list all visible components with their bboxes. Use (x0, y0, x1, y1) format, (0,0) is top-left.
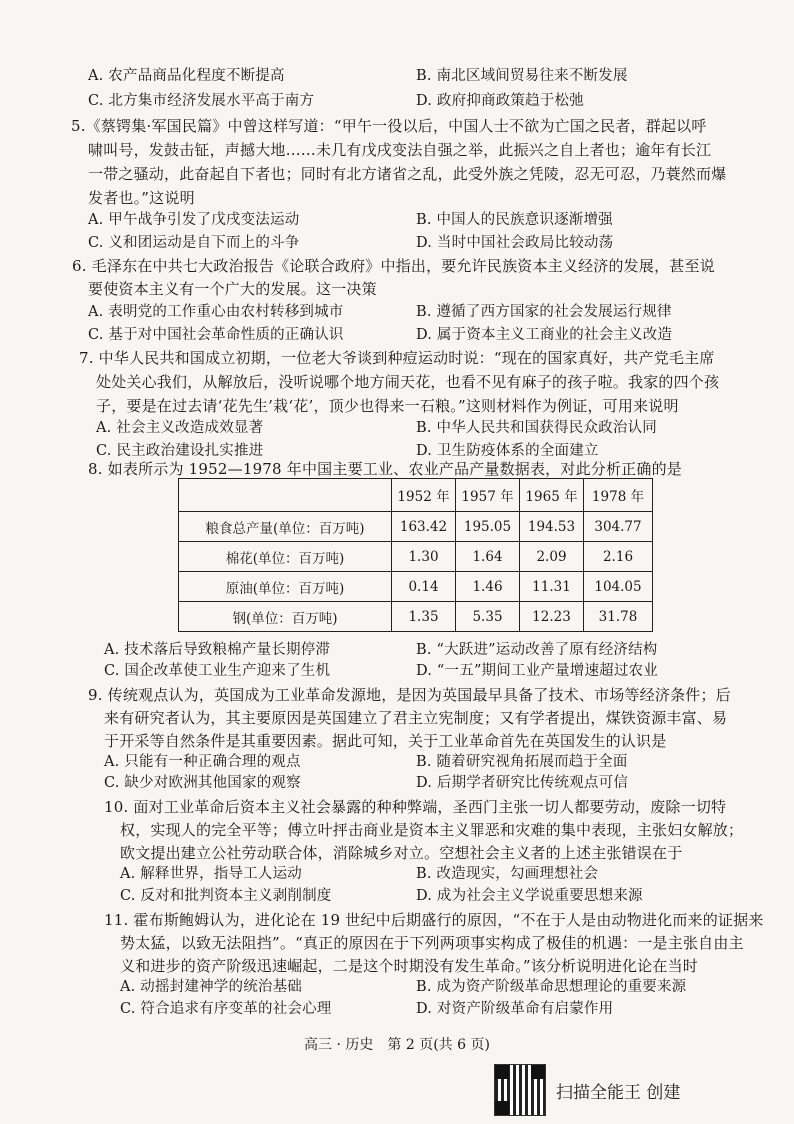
q6-stem-line-2: 要使资本主义有一个广大的发展。这一决策 (88, 280, 377, 298)
table-cell: 163.42 (392, 512, 456, 542)
q4-option-c: C. 北方集市经济发展水平高于南方 (88, 93, 315, 109)
q7-stem-line-1: 7. 中华人民共和国成立初期，一位老大爷谈到种痘运动时说：“现在的国家真好，共产党毛主席 (79, 349, 715, 367)
table-header-cell: 1978 年 (584, 479, 653, 512)
q6-option-b: B. 遵循了西方国家的社会发展运行规律 (416, 304, 672, 320)
q5-option-b: B. 中国人的民族意识逐渐增强 (416, 212, 613, 228)
q5-stem-line-1: 5.《蔡锷集·军国民篇》中曾这样写道：“甲午一役以后，中国人士不欲为亡国之民者，群起以呼 (71, 117, 707, 135)
table-cell: 钢(单位：百万吨) (179, 602, 392, 632)
q7-stem-line-3: 子，要是在过去请‘花先生’栽‘花’，顶少也得来一石粮。”这则材料作为例证，可用来说明 (96, 397, 679, 415)
table-header-cell (179, 479, 392, 512)
q7-stem-line-2: 处处关心我们，从解放后，没听说哪个地方闹天花，也看不见有麻子的孩子啦。我家的四个孩 (96, 373, 720, 391)
q11-stem-line-1: 11. 霍布斯鲍姆认为，进化论在 19 世纪中后期盛行的原因，“不在于人是由动物进化而来的证据来 (104, 911, 764, 929)
table-cell: 12.23 (520, 602, 584, 632)
q6-option-c: C. 基于对中国社会革命性质的正确认识 (88, 327, 344, 343)
q10-stem-line-1: 10. 面对工业革命后资本主义社会暴露的种种弊端，圣西门主张一切人都要劳动，废除一切特 (104, 798, 727, 816)
q5-stem-line-2: 啸叫号，发鼓击钲，声撼大地……未几有戊戌变法自强之举，此振兴之自上者也；逾年有长江 (88, 141, 712, 159)
q4-option-d: D. 政府抑商政策趋于松弛 (416, 93, 584, 109)
q8-option-d: D. “一五”期间工业产量增速超过农业 (416, 663, 658, 679)
table-row (179, 602, 653, 632)
table-cell: 原油(单位：百万吨) (179, 572, 392, 602)
q4-option-b: B. 南北区域间贸易往来不断发展 (416, 68, 628, 84)
q10-option-a: A. 解释世界，指导工人运动 (120, 866, 302, 882)
table-header-cell: 1952 年 (392, 479, 456, 512)
table-cell: 304.77 (584, 512, 653, 542)
q9-stem-line-2: 来有研究者认为，其主要原因是英国建立了君主立宪制度；又有学者提出，煤铁资源丰富、易 (104, 709, 728, 727)
q9-option-d: D. 后期学者研究比传统观点可信 (416, 775, 629, 791)
q5-option-d: D. 当时中国社会政局比较动荡 (416, 235, 614, 251)
q11-option-d: D. 对资产阶级革命有启蒙作用 (416, 1001, 614, 1017)
table-cell: 1.46 (456, 572, 520, 602)
q9-option-c: C. 缺少对欧洲其他国家的观察 (104, 775, 301, 791)
table-cell: 195.05 (456, 512, 520, 542)
q11-stem-line-2: 势太猛，以致无法阻挡”。“真正的原因在于下列两项事实构成了极佳的机遇：一是主张自由主 (120, 934, 744, 952)
table-header-cell: 1957 年 (456, 479, 520, 512)
q10-stem-line-3: 欧文提出建立公社劳动联合体，消除城乡对立。空想社会主义者的上述主张错误在于 (120, 844, 683, 862)
table-cell: 1.35 (392, 602, 456, 632)
q9-stem-line-1: 9. 传统观点认为，英国成为工业革命发源地，是因为英国最早具备了技术、市场等经济条件；后 (88, 686, 731, 704)
q7-option-c: C. 民主政治建设扎实推进 (96, 443, 264, 459)
q6-option-d: D. 属于资本主义工商业的社会主义改造 (416, 327, 673, 343)
page-footer: 高三 · 历史 第 2 页(共 6 页) (304, 1037, 490, 1053)
table-cell: 0.14 (392, 572, 456, 602)
q5-stem-line-3: 一带之骚动，此奋起自下者也；同时有北方诸省之乱，此受外族之凭陵，忍无可忍，乃蓑然而爆 (88, 165, 727, 183)
q4-option-a: A. 农产品商品化程度不断提高 (88, 68, 285, 84)
q9-option-a: A. 只能有一种正确合理的观点 (104, 754, 301, 770)
table-header-row (179, 479, 653, 512)
table-row (179, 542, 653, 572)
table-cell: 104.05 (584, 572, 653, 602)
q8-stem: 8. 如表所示为 1952—1978 年中国主要工业、农业产品产量数据表，对此分析正确的是 (88, 460, 682, 478)
table-header-cell: 1965 年 (520, 479, 584, 512)
q11-option-c: C. 符合追求有序变革的社会心理 (120, 1001, 332, 1017)
table-cell: 棉花(单位：百万吨) (179, 542, 392, 572)
scanner-watermark: 扫描全能王 创建 (556, 1083, 681, 1103)
q11-stem-line-3: 义和进步的资产阶级迅速崛起，二是这个时期没有发生革命。”该分析说明进化论在当时 (120, 957, 698, 975)
q11-option-b: B. 成为资产阶级革命思想理论的重要来源 (416, 979, 687, 995)
table-cell: 194.53 (520, 512, 584, 542)
q10-option-c: C. 反对和批判资本主义剥削制度 (120, 888, 332, 904)
q10-option-d: D. 成为社会主义学说重要思想来源 (416, 888, 643, 904)
table-row (179, 572, 653, 602)
table-cell: 2.16 (584, 542, 653, 572)
q7-option-a: A. 社会主义改造成效显著 (96, 420, 264, 436)
table-cell: 11.31 (520, 572, 584, 602)
table-cell: 粮食总产量(单位：百万吨) (179, 512, 392, 542)
table-cell: 1.30 (392, 542, 456, 572)
q8-option-b: B. “大跃进”运动改善了原有经济结构 (416, 642, 658, 658)
q7-option-b: B. 中华人民共和国获得民众政治认同 (416, 420, 657, 436)
production-table (178, 478, 653, 632)
q9-stem-line-3: 于开采等自然条件是其重要因素。据此可知，关于工业革命首先在英国发生的认识是 (104, 732, 667, 750)
q9-option-b: B. 随着研究视角拓展而趋于全面 (416, 754, 628, 770)
q7-option-d: D. 卫生防疫体系的全面建立 (416, 443, 599, 459)
table-cell: 1.64 (456, 542, 520, 572)
table-cell: 2.09 (520, 542, 584, 572)
q5-option-c: C. 义和团运动是自下而上的斗争 (88, 235, 300, 251)
q8-option-a: A. 技术落后导致粮棉产量长期停滞 (104, 642, 331, 658)
table-row (179, 512, 653, 542)
q8-option-c: C. 国企改革使工业生产迎来了生机 (104, 663, 331, 679)
q6-stem-line-1: 6. 毛泽东在中共七大政治报告《论联合政府》中指出，要允许民族资本主义经济的发展，甚至说 (72, 257, 715, 275)
q5-stem-line-4: 发者也。”这说明 (88, 189, 195, 207)
q11-option-a: A. 动摇封建神学的统治基础 (120, 979, 302, 995)
table-cell: 31.78 (584, 602, 653, 632)
q10-stem-line-2: 权，实现人的完全平等；傅立叶抨击商业是资本主义罪恶和灾难的集中表现，主张妇女解放； (120, 821, 744, 839)
table-cell: 5.35 (456, 602, 520, 632)
q5-option-a: A. 甲午战争引发了戊戌变法运动 (88, 212, 300, 228)
q10-option-b: B. 改造现实，勾画理想社会 (416, 866, 599, 882)
qr-code-icon (494, 1064, 546, 1116)
q6-option-a: A. 表明党的工作重心由农村转移到城市 (88, 304, 344, 320)
